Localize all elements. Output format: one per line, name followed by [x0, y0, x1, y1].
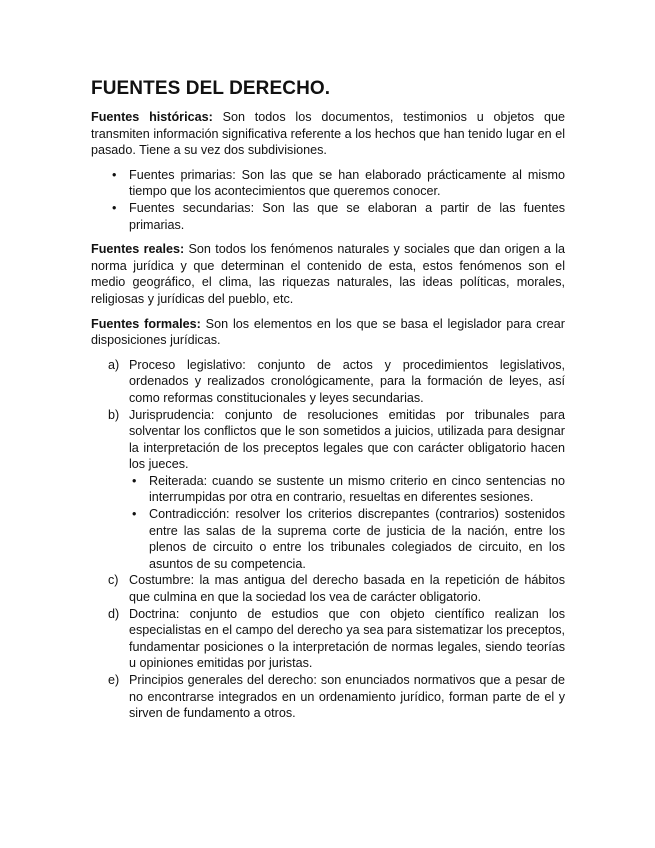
list-item: [91, 606, 565, 672]
paragraph-reales: [91, 241, 565, 307]
jurisprudencia-sublist: [129, 473, 565, 573]
formales-list: [91, 357, 565, 722]
list-item-text: Fuentes primarias: Son las que se han elaborado prácticamente al mismo tiempo que los acontecimientos que queremos conocer.: [129, 167, 565, 199]
list-marker: e): [108, 673, 120, 687]
list-item-text: Principios generales del derecho: son enunciados normativos que a pesar de no encontrarse integrados en un ordenamiento jurídico, forman parte de el y sirven de fundamento a otros.: [129, 673, 565, 721]
list-item: [91, 167, 565, 200]
list-item-text: Doctrina: conjunto de estudios que con objeto científico realizan los especialistas en el campo del derecho ya sea para sistematizar los preceptos, fundamentar posiciones o la interpretación de normas legales, siendo teorías u opiniones emitidas por juristas.: [129, 606, 565, 671]
document-page: [91, 78, 565, 722]
list-item-text: Proceso legislativo: conjunto de actos y procedimientos legislativos, ordenados y realizados cronológicamente, para la formación de leyes, así como reformas constitucionales y leyes secundarias.: [129, 357, 565, 405]
bullet-icon: •: [132, 507, 137, 522]
list-marker: c): [108, 573, 119, 588]
sublist-item: [129, 506, 565, 572]
list-item: [91, 572, 565, 605]
page-title: FUENTES DEL DERECHO.: [91, 78, 331, 99]
list-item: [91, 357, 565, 407]
term-formales: Fuentes formales:: [91, 316, 201, 331]
list-marker: a): [108, 357, 120, 372]
list-item: [91, 407, 565, 573]
list-marker: d): [108, 606, 120, 621]
list-marker: b): [108, 407, 120, 422]
bullet-icon: •: [112, 200, 117, 215]
paragraph-historicas: [91, 109, 565, 159]
bullet-icon: •: [132, 473, 137, 488]
sublist-item-text: Reiterada: cuando se sustente un mismo criterio en cinco sentencias no interrumpidas por otra en contrario, resueltas en diferentes sesiones.: [149, 473, 565, 505]
text-historicas: Son todos los documentos, testimonios u objetos que transmiten información significativa referente a los hechos que han tenido lugar en el pasado. Tiene a su vez dos subdivisiones.: [91, 110, 565, 158]
list-item: [91, 672, 565, 722]
historicas-list: [91, 167, 565, 233]
bullet-icon: •: [112, 167, 117, 182]
list-item-text: Fuentes secundarias: Son las que se elaboran a partir de las fuentes primarias.: [129, 200, 565, 232]
list-item-text: Jurisprudencia: conjunto de resoluciones emitidas por tribunales para solventar los conflictos que le son sometidos a juicios, utilizada para designar la interpretación de los preceptos legales que con carácter obligatorio hacen los jueces.: [129, 407, 565, 472]
sublist-item-text: Contradicción: resolver los criterios discrepantes (contrarios) sostenidos entre las salas de la suprema corte de justicia de la nación, entre los plenos de circuito o entre los tribunales colegiados de circuito, en los asuntos de su competencia.: [149, 507, 565, 571]
paragraph-formales: [91, 316, 565, 349]
text-formales: Son los elementos en los que se basa el legislador para crear disposiciones jurídicas.: [91, 316, 565, 348]
text-reales: Son todos los fenómenos naturales y sociales que dan origen a la norma jurídica y que determinan el contenido de esta, estos fenómenos son el medio geográfico, el clima, las riquezas naturales, las ideas políticas, morales, religiosas y jurídicas del pueblo, etc.: [91, 242, 565, 306]
list-item: [91, 200, 565, 233]
term-reales: Fuentes reales:: [91, 242, 185, 257]
sublist-item: [129, 473, 565, 506]
term-historicas: Fuentes históricas:: [91, 110, 213, 124]
list-item-text: Costumbre: la mas antigua del derecho basada en la repetición de hábitos que culmina en que la sociedad los vea de carácter obligatorio.: [129, 573, 565, 605]
